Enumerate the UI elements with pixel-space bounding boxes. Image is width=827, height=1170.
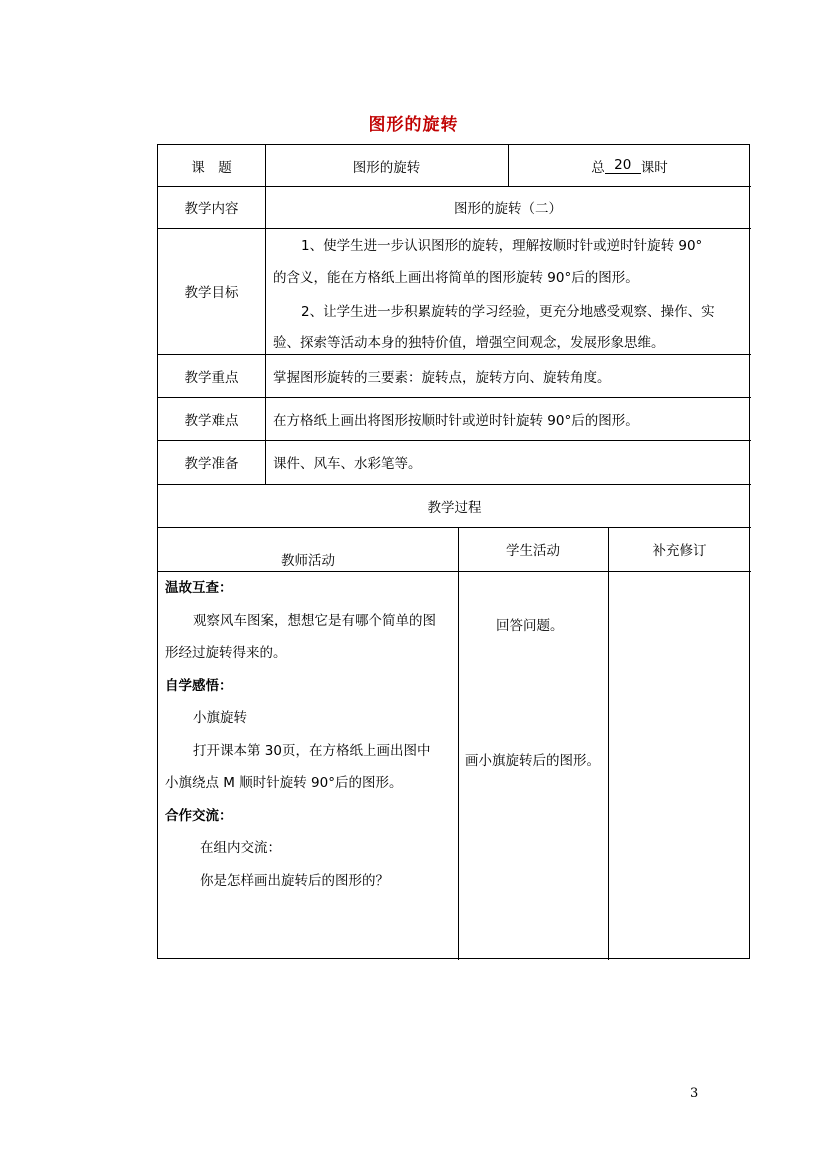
label-key-points: 教学重点	[184, 369, 239, 386]
student-answer: 回答问题。	[496, 618, 564, 634]
document-title: 图形的旋转	[368, 115, 459, 135]
label-preparation: 教学准备	[184, 456, 239, 472]
teacher-review-line2: 形经过旋转得来的。	[165, 645, 287, 661]
teacher-heading-self-study: 自学感悟：	[165, 678, 233, 694]
goal2-line2: 验、探索等活动本身的独特价值，增强空间观念，发展形象思维。	[273, 335, 665, 351]
lesson-plan-table	[157, 144, 750, 959]
label-content: 教学内容	[184, 201, 239, 217]
teacher-textbook-line2: 小旗绕点 M 顺时针旋转 90°后的图形。	[165, 775, 403, 791]
page-number: 3	[690, 1086, 699, 1101]
preparation-value: 课件、风车、水彩笔等。	[273, 456, 422, 472]
topic-value: 图形的旋转	[352, 159, 421, 176]
student-draw: 画小旗旋转后的图形。	[465, 753, 600, 769]
label-goals: 教学目标	[184, 285, 239, 301]
total-value: 20	[605, 158, 641, 174]
teacher-question: 你是怎样画出旋转后的图形的？	[200, 873, 389, 889]
total-lessons	[508, 145, 751, 186]
label-topic: 课 题	[191, 159, 232, 176]
teacher-heading-review: 温故互查：	[165, 580, 233, 596]
teacher-group-exchange: 在组内交流：	[200, 840, 281, 856]
teacher-flag-rotation: 小旗旋转	[193, 710, 247, 726]
teacher-review-line1: 观察风车图案，想想它是有哪个简单的图	[193, 613, 436, 629]
goal1-line2: 的含义，能在方格纸上画出将简单的图形旋转 90°后的图形。	[273, 270, 639, 286]
content-value: 图形的旋转（二）	[454, 201, 562, 217]
difficulties-value: 在方格纸上画出将图形按顺时针或逆时针旋转 90°后的图形。	[273, 412, 639, 429]
teacher-textbook-line1: 打开课本第 30页，在方格纸上画出图中	[193, 743, 431, 759]
teacher-heading-cooperation: 合作交流：	[165, 808, 233, 824]
col-revision: 补充修订	[652, 543, 707, 559]
col-teacher: 教师活动	[281, 553, 335, 569]
total-prefix: 总	[591, 159, 605, 176]
goal1-line1: 1、使学生进一步认识图形的旋转，理解按顺时针或逆时针旋转 90°	[301, 238, 703, 254]
col-student: 学生活动	[506, 543, 560, 559]
key-points-value: 掌握图形旋转的三要素：旋转点，旋转方向、旋转角度。	[273, 369, 611, 386]
goal2-line1: 2、让学生进一步积累旋转的学习经验，更充分地感受观察、操作、实	[301, 304, 715, 320]
total-suffix: 课时	[640, 159, 668, 176]
label-difficulties: 教学难点	[184, 412, 239, 429]
process-header: 教学过程	[427, 499, 482, 516]
